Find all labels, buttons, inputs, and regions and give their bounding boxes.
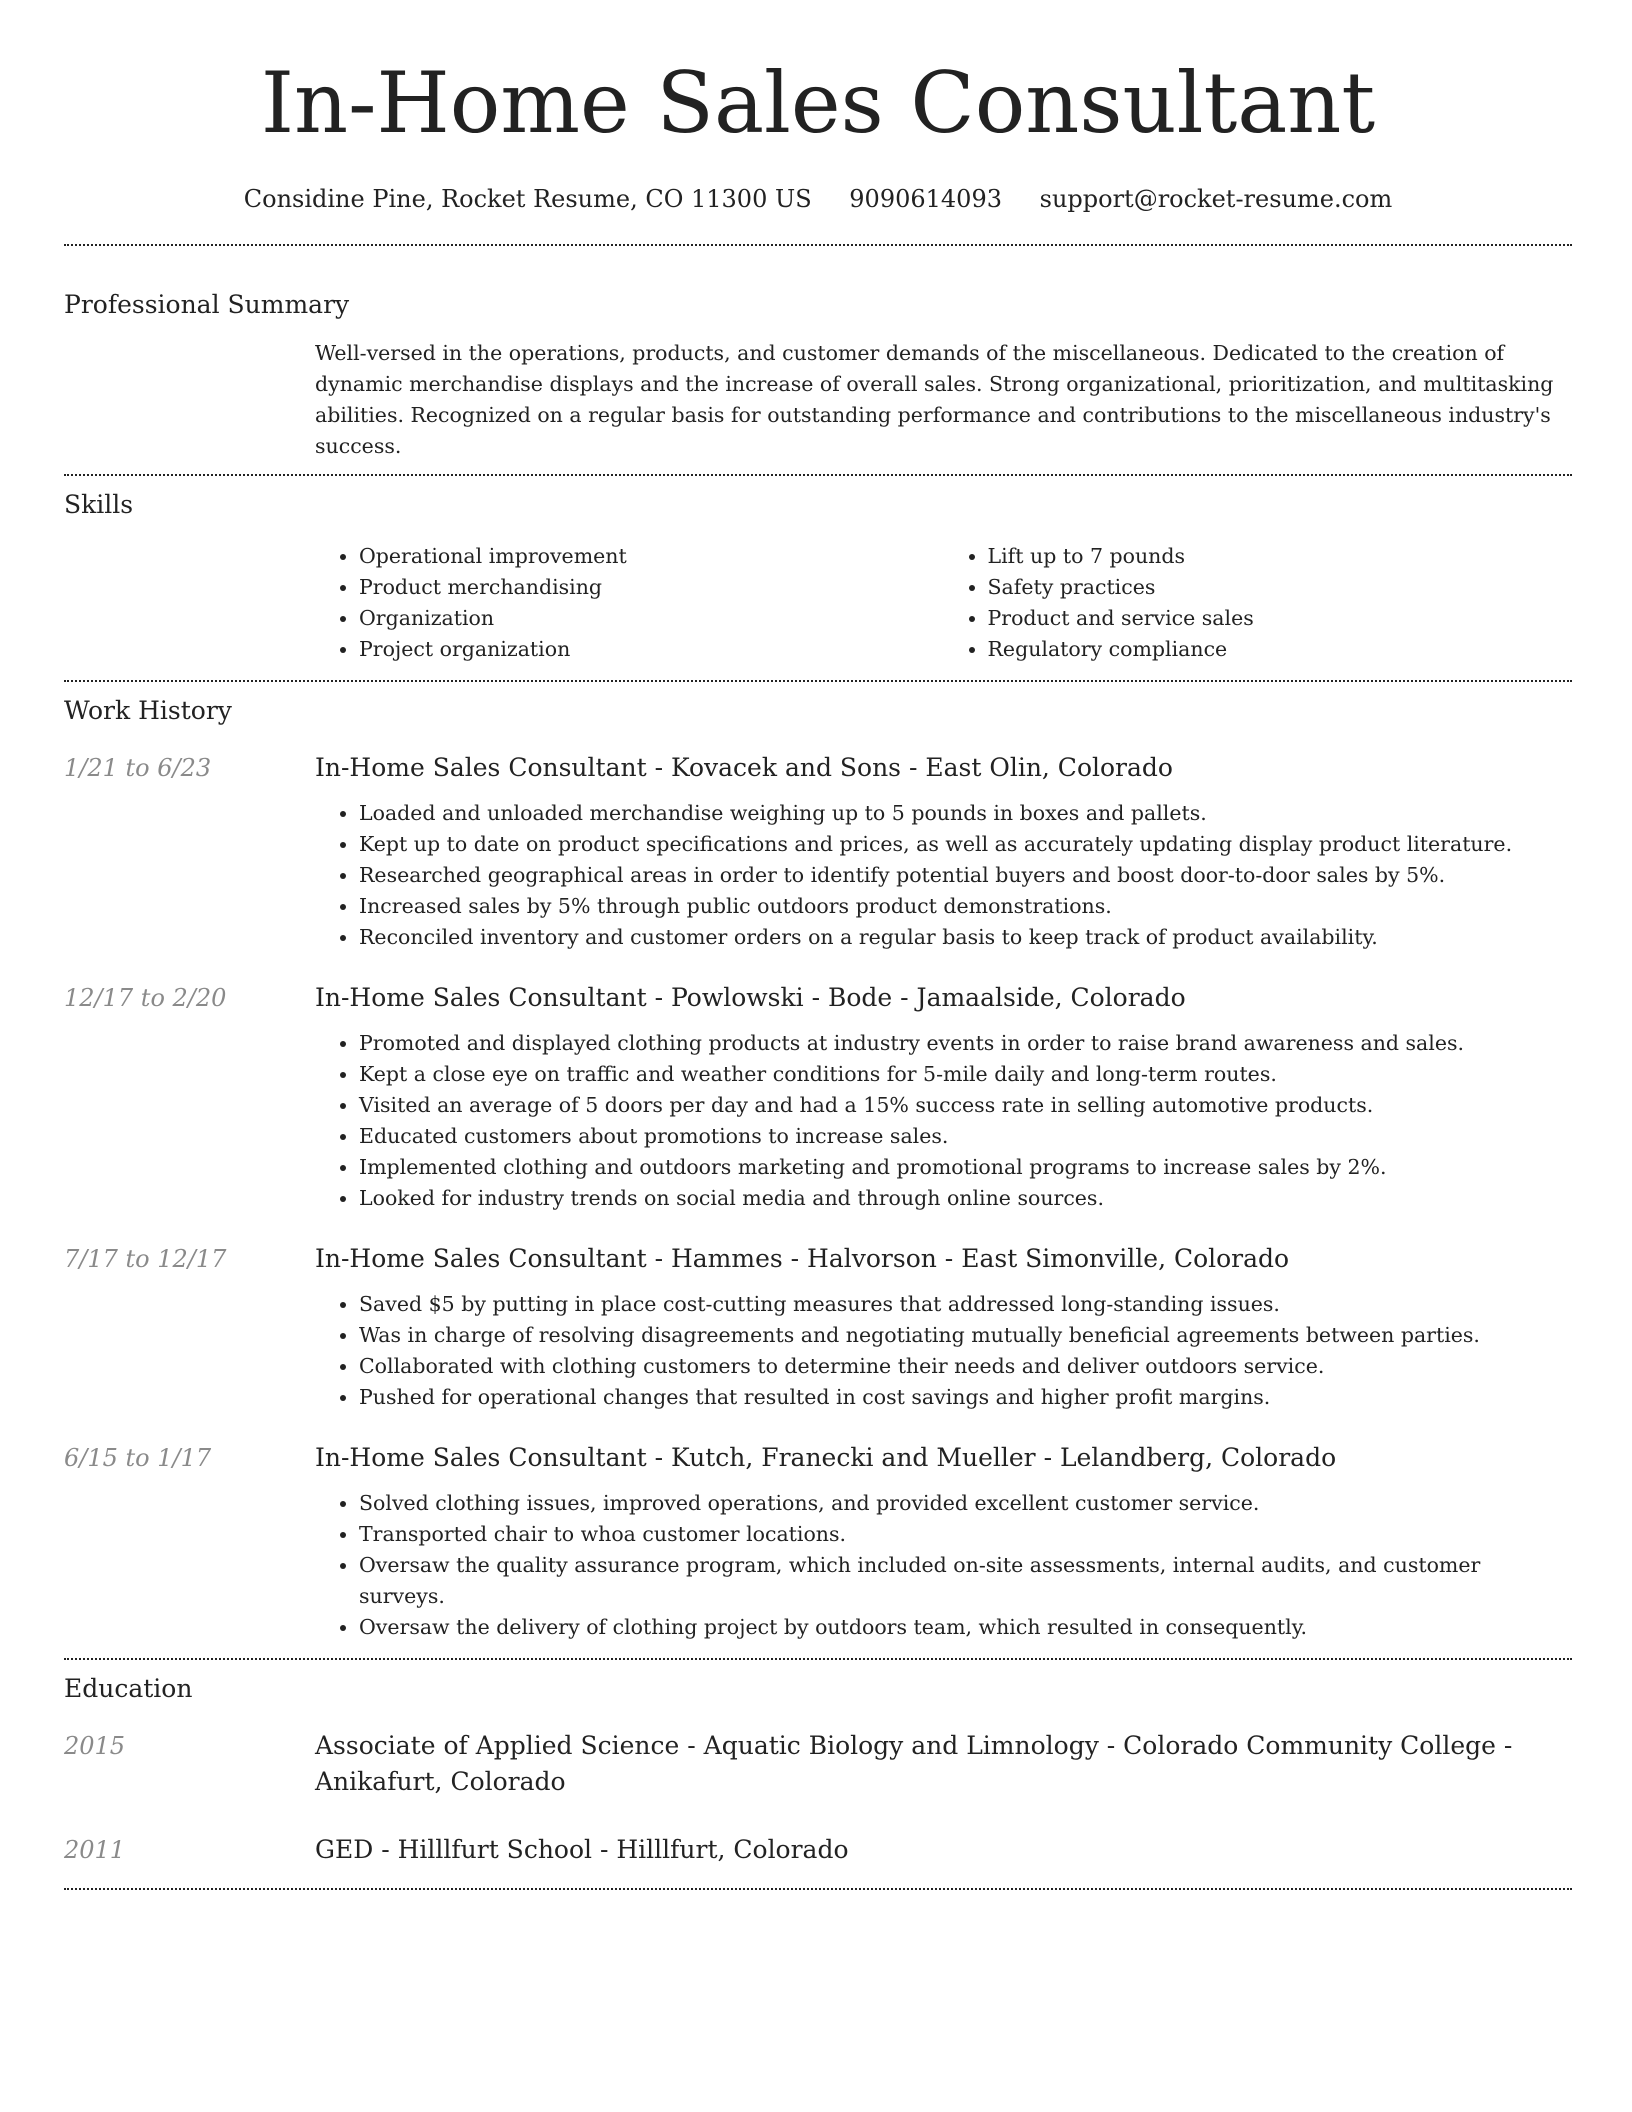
- education-entry: [64, 1832, 1572, 1868]
- list-item: • Visited an average of 5 doors per day and had a 15% success rate in selling automotive products.: [359, 1090, 1572, 1121]
- list-item: • Loaded and unloaded merchandise weighing up to 5 pounds in boxes and pallets.: [359, 798, 1572, 829]
- job-entry: [64, 1241, 1572, 1413]
- list-item: • Promoted and displayed clothing products at industry events in order to raise brand awareness and sales.: [359, 1028, 1572, 1059]
- list-item: • Researched geographical areas in order to identify potential buyers and boost door-to-door sales by 5%.: [359, 860, 1572, 891]
- divider: [64, 680, 1572, 682]
- list-item: • Kept up to date on product specifications and prices, as well as accurately updating display product literature.: [359, 829, 1572, 860]
- divider: [64, 1658, 1572, 1660]
- divider: [64, 244, 1572, 246]
- list-item: • Pushed for operational changes that resulted in cost savings and higher profit margins.: [359, 1382, 1572, 1413]
- education-year: 2015: [64, 1732, 126, 1760]
- job-dates: 1/21 to 6/23: [64, 754, 212, 782]
- job-dates: 12/17 to 2/20: [64, 984, 227, 1012]
- list-item: • Looked for industry trends on social media and through online sources.: [359, 1183, 1572, 1214]
- job-bullets: [315, 1488, 1572, 1643]
- list-item: • Saved $5 by putting in place cost-cutting measures that addressed long-standing issues.: [359, 1289, 1572, 1320]
- skills-list: [315, 541, 1572, 665]
- divider: [64, 1888, 1572, 1890]
- job-dates: 7/17 to 12/17: [64, 1245, 227, 1273]
- job-entry: [64, 980, 1572, 1214]
- job-bullets: [315, 1028, 1572, 1214]
- divider: [64, 474, 1572, 476]
- list-item: • Implemented clothing and outdoors marketing and promotional programs to increase sales by 2%.: [359, 1152, 1572, 1183]
- education-heading: GED - Hilllfurt School - Hilllfurt, Colorado: [315, 1835, 849, 1864]
- job-heading: In-Home Sales Consultant - Kutch, Franecki and Mueller - Lelandberg, Colorado: [315, 1443, 1337, 1472]
- job-heading: In-Home Sales Consultant - Powlowski - Bode - Jamaalside, Colorado: [315, 983, 1186, 1012]
- section-title-work: Work History: [64, 696, 232, 725]
- list-item: • Solved clothing issues, improved operations, and provided excellent customer service.: [359, 1488, 1572, 1519]
- job-bullets: [315, 798, 1572, 953]
- contact-line: [64, 182, 1572, 216]
- list-item: • Educated customers about promotions to increase sales.: [359, 1121, 1572, 1152]
- skill-item: • Project organization: [359, 634, 944, 665]
- email: support@rocket-resume.com: [1039, 185, 1393, 213]
- job-entry: [64, 1440, 1572, 1643]
- list-item: • Increased sales by 5% through public outdoors product demonstrations.: [359, 891, 1572, 922]
- list-item: • Kept a close eye on traffic and weather conditions for 5-mile daily and long-term routes.: [359, 1059, 1572, 1090]
- skill-item: • Regulatory compliance: [988, 634, 1573, 665]
- skill-item: • Product and service sales: [988, 603, 1573, 634]
- list-item: • Was in charge of resolving disagreements and negotiating mutually beneficial agreements between parties.: [359, 1320, 1572, 1351]
- list-item: • Oversaw the quality assurance program, which included on-site assessments, internal audits, and customer surveys.: [359, 1550, 1572, 1612]
- section-title-summary: Professional Summary: [64, 290, 350, 319]
- section-title-education: Education: [64, 1674, 193, 1703]
- education-heading: Associate of Applied Science - Aquatic Biology and Limnology - Colorado Community College - Anikafurt, Colorado: [315, 1731, 1513, 1796]
- candidate-name: In-Home Sales Consultant: [260, 54, 1376, 152]
- list-item: • Oversaw the delivery of clothing project by outdoors team, which resulted in consequently.: [359, 1612, 1572, 1643]
- phone: 9090614093: [849, 185, 1002, 213]
- skills-column-right: [944, 541, 1573, 665]
- education-year: 2011: [64, 1836, 126, 1864]
- resume-page: [64, 0, 1572, 1890]
- summary-text: Well-versed in the operations, products, and customer demands of the miscellaneous. Dedicated to the creation of dynamic merchandise displays and the increase of overall sales. Strong organizational, prioritization, and multitasking abilities. Recognized on a regular basis for outstanding performance and contributions to the miscellaneous industry's success.: [315, 341, 1554, 458]
- skill-item: • Organization: [359, 603, 944, 634]
- skill-item: • Operational improvement: [359, 541, 944, 572]
- skill-item: • Lift up to 7 pounds: [988, 541, 1573, 572]
- skill-item: • Product merchandising: [359, 572, 944, 603]
- job-dates: 6/15 to 1/17: [64, 1444, 212, 1472]
- job-heading: In-Home Sales Consultant - Kovacek and Sons - East Olin, Colorado: [315, 753, 1173, 782]
- job-bullets: [315, 1289, 1572, 1413]
- skills-column-left: [315, 541, 944, 665]
- list-item: • Transported chair to whoa customer locations.: [359, 1519, 1572, 1550]
- list-item: • Collaborated with clothing customers to determine their needs and deliver outdoors service.: [359, 1351, 1572, 1382]
- education-entry: [64, 1728, 1572, 1800]
- list-item: • Reconciled inventory and customer orders on a regular basis to keep track of product availability.: [359, 922, 1572, 953]
- skill-item: • Safety practices: [988, 572, 1573, 603]
- job-entry: [64, 750, 1572, 953]
- section-title-skills: Skills: [64, 490, 134, 519]
- job-heading: In-Home Sales Consultant - Hammes - Halvorson - East Simonville, Colorado: [315, 1244, 1290, 1273]
- address: Considine Pine, Rocket Resume, CO 11300 US: [243, 185, 812, 213]
